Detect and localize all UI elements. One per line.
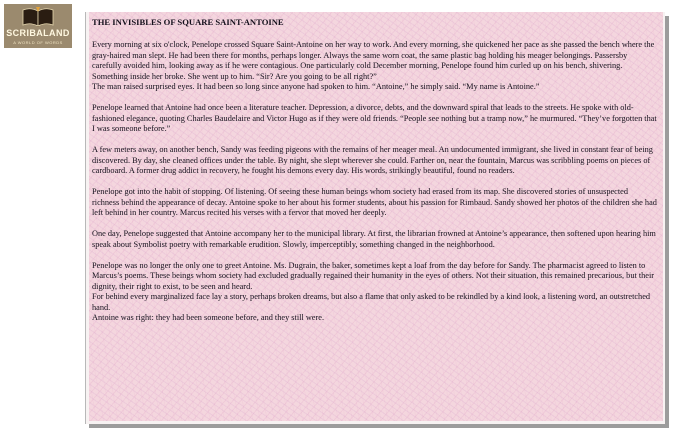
story-paragraph [92,229,657,250]
book-icon [20,6,56,28]
story-paragraph [92,145,657,177]
story-panel [89,12,663,421]
paragraph-text: Penelope was no longer the only one to greet Antoine. Ms. Dugrain, the baker, sometimes kept a loaf from the day before for Sandy. The pharmacist agreed to listen to Marcus’s poems. These beings whom society had excluded gradually regained their humanity in the eyes of others. Not their situation, this remained precarious, but their dignity, their right to exist, to be seen and heard. [92,260,655,291]
site-logo[interactable] [4,4,72,48]
story-title: THE INVISIBLES OF SQUARE SAINT-ANTOINE [92,17,284,27]
paragraph-text: A few meters away, on another bench, Sandy was feeding pigeons with the remains of her meager meal. An undocumented immigrant, she lived in constant fear of being discovered. By day, she cleaned offices under the table. By night, she slept wherever she could. Farther on, near the fountain, Marcus was scribbling poems on pieces of cardboard. A former drug addict in recovery, he fought his demons every day. His words, strikingly beautiful, found no readers. [92,145,653,175]
paragraph-text: Antoine was right: they had been someone before, and they still were. [92,313,325,322]
story-paragraph [92,261,657,324]
paragraph-text: The man raised surprised eyes. It had been so long since anyone had spoken to him. “Antoine,” he simply said. “My name is Antoine.” [92,82,540,91]
story-paragraph [92,187,657,219]
paragraph-text: One day, Penelope suggested that Antoine accompany her to the municipal library. At first, the librarian frowned at Antoine’s appearance, then softened upon hearing him speak about Symbolist poetry with remarkable erudition. Slowly, imperceptibly, something changed in the neighborhood. [92,229,656,249]
paragraph-text: Penelope got into the habit of stopping. Of listening. Of seeing these human beings whom society had erased from its map. She discovered stories of unsuspected richness behind the appearance of decay. Antoine spoke to her about his former students, about his passion for Rimbaud. Sandy showed her photos of the children she had left behind in her country. Marcus recited his verses with a fervor that moved her deeply. [92,187,657,217]
paragraph-text: Every morning at six o'clock, Penelope crossed Square Saint-Antoine on her way to work. And every morning, she quickened her pace as she passed the bench where the gray-haired man slept. He had been there for months, perhaps longer. Always the same worn coat, the same plastic bag holding his meager belongings. Passersby carefully avoided him, looking away as if he were contagious. One particularly cold December morning, Penelope found him curled up on his bench, shivering. Something inside her broke. She went up to him. “Sir? Are you going to be all right?” [92,40,655,81]
story-paragraph [92,40,657,93]
story-paragraph [92,103,657,135]
paragraph-text: Penelope learned that Antoine had once been a literature teacher. Depression, a divorce, debts, and the downward spiral that leads to the streets. He spoke with old-fashioned elegance, quoting Charles Baudelaire and Victor Hugo as if they were old friends. “People see nothing but a tramp now,” he murmured. “They’ve forgotten that I was someone before.” [92,103,657,133]
logo-brand-text: SCRIBALAND [6,28,70,38]
paragraph-text: For behind every marginalized face lay a story, perhaps broken dreams, but also a flame that only asked to be rekindled by a kind look, a listening word, an outstretched hand. [92,292,651,312]
logo-tagline: A WORLD OF WORDS [13,40,63,45]
story-frame [85,12,665,424]
